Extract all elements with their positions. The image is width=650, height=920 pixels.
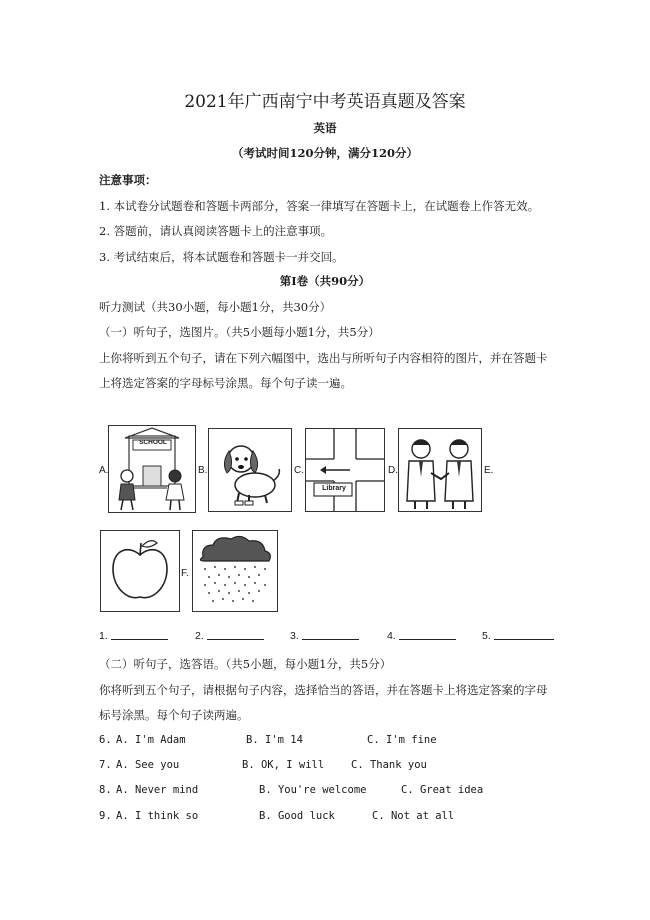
- section2-instruction: 标号涂黑。每个句子读两遍。: [99, 708, 249, 722]
- option-a[interactable]: A. I think so: [116, 810, 199, 822]
- part-title: 第Ⅰ卷（共90分）: [279, 274, 371, 288]
- option-c[interactable]: C. Thank you: [351, 759, 427, 771]
- option-c[interactable]: C. I'm fine: [367, 734, 437, 746]
- option-b[interactable]: B. I'm 14: [246, 734, 303, 746]
- option-a[interactable]: A. See you: [116, 759, 180, 771]
- time-note: （考试时间120分钟，满分120分）: [231, 146, 418, 160]
- question-number: 6.: [99, 734, 112, 746]
- option-c[interactable]: C. Not at all: [372, 810, 455, 822]
- note-item: 2. 答题前，请认真阅读答题卡上的注意事项。: [99, 224, 333, 238]
- picture-label-d: D.: [388, 465, 398, 476]
- answer-blank-5[interactable]: 5.: [482, 630, 554, 642]
- section2-title: （二）听句子，选答语。（共5小题，每小题1分，共5分）: [99, 657, 392, 671]
- picture-f: [192, 530, 278, 612]
- picture-c: [305, 428, 385, 512]
- answer-blank-3[interactable]: 3.: [290, 630, 359, 642]
- option-a[interactable]: A. I'm Adam: [116, 734, 186, 746]
- section2-instruction: 你将听到五个句子，请根据句子内容，选择恰当的答语，并在答题卡上将选定答案的字母: [99, 683, 548, 697]
- option-b[interactable]: B. Good luck: [259, 810, 335, 822]
- handshake-icon: [399, 429, 481, 511]
- apple-icon: [101, 531, 179, 611]
- answer-blank-2[interactable]: 2.: [195, 630, 264, 642]
- option-b[interactable]: B. You're welcome: [259, 784, 367, 796]
- picture-label-e: E.: [484, 465, 494, 476]
- note-item: 3. 考试结束后，将本试题卷和答题卡一并交回。: [99, 250, 344, 264]
- school-sign: SCHOOL: [139, 439, 167, 446]
- picture-d: [398, 428, 482, 512]
- listening-heading: 听力测试（共30小题，每小题1分，共30分）: [99, 300, 332, 314]
- answer-blank-1[interactable]: 1.: [99, 630, 168, 642]
- picture-label-c: C.: [294, 465, 304, 476]
- picture-e: [100, 530, 180, 612]
- option-b[interactable]: B. OK, I will: [242, 759, 325, 771]
- section1-instruction: 上将选定答案的字母标号涂黑。每个句子读一遍。: [99, 376, 352, 390]
- picture-b: [208, 428, 292, 512]
- picture-a: [108, 425, 196, 513]
- section1-instruction: 上你将听到五个句子，请在下列六幅图中，选出与所听句子内容相符的图片，并在答题卡: [99, 351, 548, 365]
- library-map-icon: [306, 429, 384, 511]
- subject-label: 英语: [313, 121, 337, 135]
- question-number: 9.: [99, 810, 112, 822]
- answer-blank-4[interactable]: 4.: [387, 630, 456, 642]
- question-number: 7.: [99, 759, 112, 771]
- rain-cloud-icon: [193, 531, 277, 611]
- library-sign: Library: [322, 485, 346, 492]
- section1-title: （一）听句子，选图片。（共5小题每小题1分，共5分）: [99, 325, 380, 339]
- note-item: 1. 本试卷分试题卷和答题卡两部分，答案一律填写在答题卡上，在试题卷上作答无效。: [99, 199, 540, 213]
- picture-label-b: B.: [198, 465, 208, 476]
- picture-label-f: F.: [181, 568, 189, 579]
- option-a[interactable]: A. Never mind: [116, 784, 199, 796]
- option-c[interactable]: C. Great idea: [401, 784, 484, 796]
- picture-label-a: A.: [99, 465, 109, 476]
- dog-icon: [209, 429, 291, 511]
- page-title: 2021年广西南宁中考英语真题及答案: [184, 92, 466, 112]
- question-number: 8.: [99, 784, 112, 796]
- notes-heading: 注意事项：: [99, 173, 157, 187]
